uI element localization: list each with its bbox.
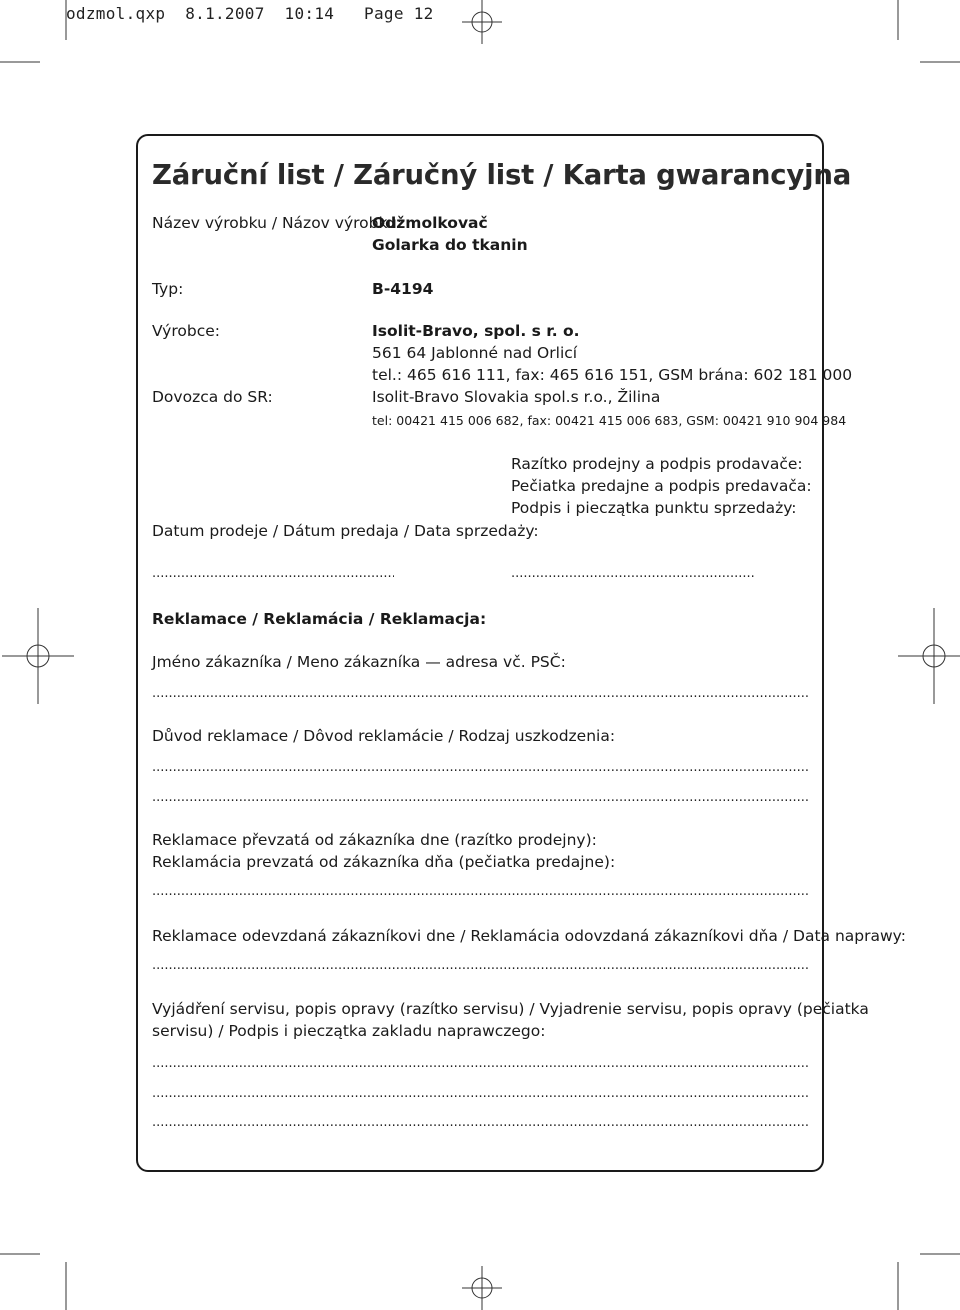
service-label-line-2: servisu) / Podpis i pieczątka zakladu naprawczego:: [152, 1022, 546, 1040]
importer-name: Isolit-Bravo Slovakia spol.s r.o., Žilina: [372, 388, 661, 406]
manufacturer-label: Výrobce:: [152, 322, 220, 340]
service-field-line-3[interactable]: [152, 1115, 808, 1131]
importer-label: Dovozca do SR:: [152, 388, 273, 406]
slug-page: Page 12: [364, 4, 434, 23]
stamp-field[interactable]: [511, 566, 756, 582]
received-label-cz: Reklamace převzatá od zákazníka dne (razítko prodejny):: [152, 831, 597, 849]
slug-time: 10:14: [284, 4, 335, 23]
sale-date-label: Datum prodeje / Dátum predaja / Data sprzedaży:: [152, 522, 539, 540]
manufacturer-name: Isolit-Bravo, spol. s r. o.: [372, 322, 580, 340]
product-label: Název výrobku / Názov výrobku:: [152, 214, 403, 232]
returned-field[interactable]: [152, 958, 808, 974]
reason-field-line-2[interactable]: [152, 790, 808, 806]
reason-field-line-1[interactable]: [152, 760, 808, 776]
slug-file: odzmol.qxp: [66, 4, 166, 23]
product-name-pl: Golarka do tkanin: [372, 236, 528, 254]
manufacturer-contacts: tel.: 465 616 111, fax: 465 616 151, GSM brána: 602 181 000: [372, 366, 853, 384]
page-title: Záruční list / Záručný list / Karta gwarancyjna: [152, 159, 852, 191]
stamp-label-cz: Razítko prodejny a podpis prodavače:: [511, 455, 803, 473]
registration-mark-right: [898, 608, 960, 704]
registration-mark-left: [2, 608, 74, 704]
importer-contacts: tel: 00421 415 006 682, fax: 00421 415 006 683, GSM: 00421 910 904 984: [372, 413, 847, 428]
service-field-line-1[interactable]: [152, 1056, 808, 1072]
received-label-sk: Reklamácia prevzatá od zákazníka dňa (pečiatka predajne):: [152, 853, 616, 871]
stamp-label-sk: Pečiatka predajne a podpis predavača:: [511, 477, 812, 495]
complaint-heading: Reklamace / Reklamácia / Reklamacja:: [152, 610, 487, 628]
registration-mark-bottom: [462, 1266, 502, 1310]
customer-label: Jméno zákazníka / Meno zákazníka — adresa vč. PSČ:: [152, 653, 566, 671]
product-name: Odžmolkovač: [372, 214, 488, 232]
slug-date: 8.1.2007: [185, 4, 265, 23]
service-field-line-2[interactable]: [152, 1086, 808, 1102]
type-label: Typ:: [152, 280, 184, 298]
manufacturer-address: 561 64 Jablonné nad Orlicí: [372, 344, 578, 362]
type-value: B-4194: [372, 280, 434, 298]
returned-label: Reklamace odevzdaná zákazníkovi dne / Reklamácia odovzdaná zákazníkovi dňa / Data naprawy:: [152, 927, 906, 945]
sale-date-field[interactable]: [152, 566, 394, 582]
stamp-label-pl: Podpis i pieczątka punktu sprzedaży:: [511, 499, 797, 517]
reason-label: Důvod reklamace / Dôvod reklamácie / Rodzaj uszkodzenia:: [152, 727, 616, 745]
customer-field[interactable]: [152, 686, 808, 702]
service-label-line-1: Vyjádření servisu, popis opravy (razítko servisu) / Vyjadrenie servisu, popis opravy (pečiatka: [152, 1000, 869, 1018]
registration-mark-top: [462, 0, 502, 44]
received-field[interactable]: [152, 884, 808, 900]
